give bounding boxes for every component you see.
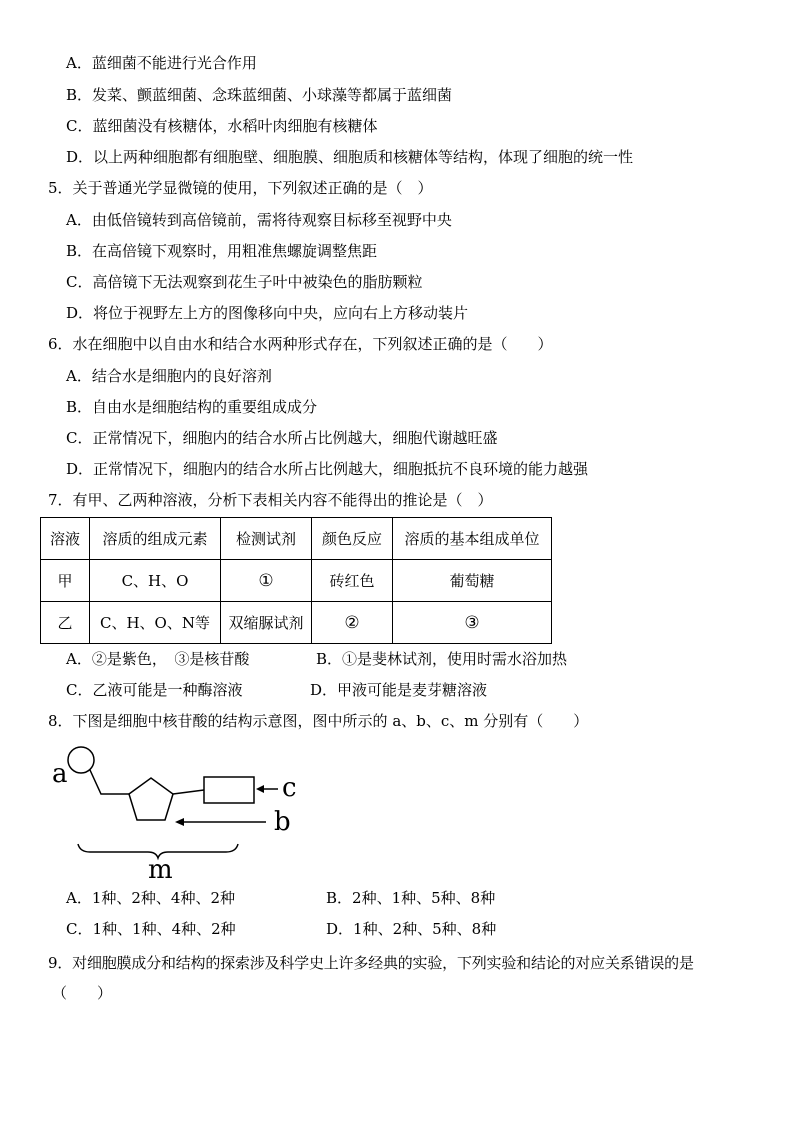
q6-option-d: D．正常情况下，细胞内的结合水所占比例越大，细胞抵抗不良环境的能力越强 (66, 460, 589, 478)
q7-option-b: B．①是斐林试剂，使用时需水浴加热 (316, 650, 568, 668)
table-header-cell: 颜色反应 (312, 518, 393, 560)
q6-stem: 6．水在细胞中以自由水和结合水两种形式存在，下列叙述正确的是（ ） (48, 335, 553, 353)
q7-table (40, 517, 552, 644)
table-header-cell: 溶质的基本组成单位 (393, 518, 552, 560)
q6-option-a: A．结合水是细胞内的良好溶剂 (66, 367, 272, 385)
table-cell: C、H、O (90, 560, 221, 602)
q5-stem: 5．关于普通光学显微镜的使用，下列叙述正确的是（ ） (48, 179, 433, 197)
q8-option-a: A．1种、2种、4种、2种 (66, 889, 236, 907)
table-cell: C、H、O、N等 (90, 602, 221, 644)
table-cell: 双缩脲试剂 (221, 602, 312, 644)
label-c: c (282, 773, 297, 803)
table-cell: ② (312, 602, 393, 644)
q7-option-d: D．甲液可能是麦芽糖溶液 (310, 681, 488, 699)
q9-stem: 9．对细胞膜成分和结构的探索涉及科学史上许多经典的实验，下列实验和结论的对应关系错误的是 (48, 954, 694, 972)
q8-option-c: C．1种、1种、4种、2种 (66, 920, 236, 938)
q5-option-c: C．高倍镜下无法观察到花生子叶中被染色的脂肪颗粒 (66, 273, 423, 291)
table-cell: ① (221, 560, 312, 602)
q6-option-c: C．正常情况下，细胞内的结合水所占比例越大，细胞代谢越旺盛 (66, 429, 498, 447)
table-header-cell: 溶液 (41, 518, 90, 560)
table-header-cell: 检测试剂 (221, 518, 312, 560)
label-a: a (52, 759, 68, 789)
q8-stem: 8．下图是细胞中核苷酸的结构示意图，图中所示的 a、b、c、m 分别有（ ） (48, 712, 589, 730)
arrow-c-head (256, 785, 264, 793)
q7-option-c: C．乙液可能是一种酶溶液 (66, 681, 243, 699)
q9-stem-cont: （ ） (52, 984, 113, 1002)
q8-option-b: B．2种、1种、5种、8种 (326, 889, 496, 907)
table-cell: 葡萄糖 (393, 560, 552, 602)
q4-option-b: B．发菜、颤蓝细菌、念珠蓝细菌、小球藻等都属于蓝细菌 (66, 86, 453, 104)
phosphate-circle (68, 747, 94, 773)
table-header-cell: 溶质的组成元素 (90, 518, 221, 560)
label-b: b (274, 807, 291, 837)
q6-option-b: B．自由水是细胞结构的重要组成成分 (66, 398, 318, 416)
q7-stem: 7．有甲、乙两种溶液，分析下表相关内容不能得出的推论是（ ） (48, 491, 493, 509)
table-cell: 砖红色 (312, 560, 393, 602)
table-row (41, 602, 552, 644)
q4-option-a: A．蓝细菌不能进行光合作用 (66, 54, 257, 72)
q8-option-d: D．1种、2种、5种、8种 (326, 920, 497, 938)
phosphate-bond-line (90, 770, 129, 794)
arrow-b-head (175, 818, 184, 826)
pentose-pentagon (129, 778, 173, 820)
q5-option-b: B．在高倍镜下观察时，用粗准焦螺旋调整焦距 (66, 242, 378, 260)
q7-option-a: A．②是紫色， ③是核苷酸 (66, 650, 250, 668)
table-cell: 乙 (41, 602, 90, 644)
q4-option-c: C．蓝细菌没有核糖体，水稻叶肉细胞有核糖体 (66, 117, 378, 135)
q5-option-a: A．由低倍镜转到高倍镜前，需将待观察目标移至视野中央 (66, 211, 452, 229)
q5-option-d: D．将位于视野左上方的图像移向中央，应向右上方移动装片 (66, 304, 469, 322)
label-m: m (148, 855, 173, 883)
table-cell: ③ (393, 602, 552, 644)
base-bond-line (173, 790, 204, 794)
table-row (41, 560, 552, 602)
q4-option-d: D．以上两种细胞都有细胞壁、细胞膜、细胞质和核糖体等结构，体现了细胞的统一性 (66, 148, 634, 166)
table-cell: 甲 (41, 560, 90, 602)
base-rectangle (204, 777, 254, 803)
table-header-row (41, 518, 552, 560)
nucleotide-diagram (40, 738, 340, 883)
